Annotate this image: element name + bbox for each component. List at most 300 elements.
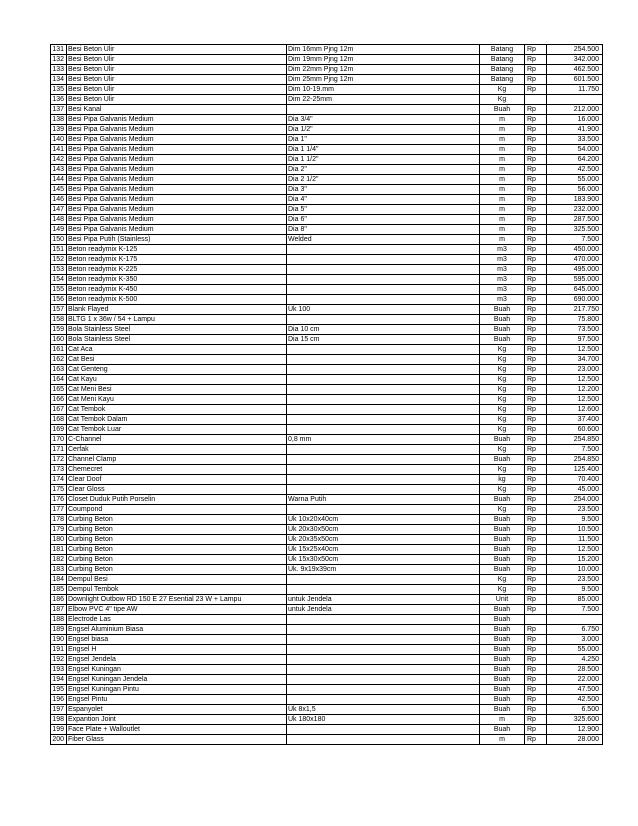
table-row [51, 395, 603, 405]
row-number: 170 [51, 435, 67, 445]
table-row [51, 105, 603, 115]
table-row [51, 335, 603, 345]
row-number: 163 [51, 365, 67, 375]
currency: Rp [525, 55, 547, 65]
currency: Rp [525, 445, 547, 455]
item-spec: Uk 100 [287, 305, 480, 315]
currency: Rp [525, 635, 547, 645]
row-number: 182 [51, 555, 67, 565]
table-row [51, 365, 603, 375]
currency: Rp [525, 395, 547, 405]
unit-price: 41.900 [547, 125, 603, 135]
row-number: 144 [51, 175, 67, 185]
row-number: 166 [51, 395, 67, 405]
currency: Rp [525, 625, 547, 635]
item-name: Besi Pipa Galvanis Medium [67, 165, 287, 175]
item-spec [287, 645, 480, 655]
table-row [51, 415, 603, 425]
item-spec [287, 275, 480, 285]
item-spec: Dim 10-19.mm [287, 85, 480, 95]
item-spec: Dim 16mm Pjng 12m [287, 45, 480, 55]
unit-price: 47.500 [547, 685, 603, 695]
item-unit: m [480, 165, 525, 175]
unit-price: 12.500 [547, 545, 603, 555]
item-unit: Buah [480, 635, 525, 645]
item-unit: Buah [480, 435, 525, 445]
item-unit: Buah [480, 335, 525, 345]
row-number: 179 [51, 525, 67, 535]
item-spec [287, 385, 480, 395]
unit-price: 97.500 [547, 335, 603, 345]
currency: Rp [525, 565, 547, 575]
unit-price: 287.500 [547, 215, 603, 225]
item-unit: Kg [480, 395, 525, 405]
table-row [51, 665, 603, 675]
item-spec: Dia 5" [287, 205, 480, 215]
row-number: 145 [51, 185, 67, 195]
row-number: 173 [51, 465, 67, 475]
unit-price: 12.500 [547, 395, 603, 405]
item-name: Besi Beton Ulir [67, 85, 287, 95]
currency: Rp [525, 205, 547, 215]
item-name: Cat Aca [67, 345, 287, 355]
item-name: Curbing Beton [67, 515, 287, 525]
currency [525, 95, 547, 105]
item-spec: Uk. 9x19x39cm [287, 565, 480, 575]
item-name: Dempul Besi [67, 575, 287, 585]
unit-price: 70.400 [547, 475, 603, 485]
item-spec [287, 465, 480, 475]
unit-price: 7.500 [547, 235, 603, 245]
currency: Rp [525, 455, 547, 465]
item-unit: Kg [480, 355, 525, 365]
item-name: Expantion Joint [67, 715, 287, 725]
item-unit: Buah [480, 105, 525, 115]
table-row [51, 165, 603, 175]
unit-price: 595.000 [547, 275, 603, 285]
item-spec [287, 295, 480, 305]
currency: Rp [525, 735, 547, 745]
item-name: Besi Pipa Galvanis Medium [67, 195, 287, 205]
item-name: Besi Pipa Galvanis Medium [67, 125, 287, 135]
unit-price: 15.200 [547, 555, 603, 565]
item-name: Besi Pipa Galvanis Medium [67, 145, 287, 155]
table-row [51, 85, 603, 95]
item-spec [287, 575, 480, 585]
item-unit: Buah [480, 725, 525, 735]
currency: Rp [525, 425, 547, 435]
unit-price: 645.000 [547, 285, 603, 295]
unit-price: 690.000 [547, 295, 603, 305]
item-name: Bola Stainless Steel [67, 335, 287, 345]
item-spec: Uk 15x30x50cm [287, 555, 480, 565]
item-spec: untuk Jendela [287, 595, 480, 605]
unit-price: 325.500 [547, 225, 603, 235]
item-spec: 0,8 mm [287, 435, 480, 445]
item-unit: Buah [480, 615, 525, 625]
item-name: Cat Meni Besi [67, 385, 287, 395]
currency: Rp [525, 225, 547, 235]
item-unit: m3 [480, 295, 525, 305]
item-unit: Kg [480, 385, 525, 395]
currency: Rp [525, 535, 547, 545]
row-number: 194 [51, 675, 67, 685]
item-spec [287, 635, 480, 645]
item-spec [287, 725, 480, 735]
table-row [51, 435, 603, 445]
currency: Rp [525, 405, 547, 415]
item-unit: m3 [480, 245, 525, 255]
currency: Rp [525, 45, 547, 55]
item-unit: Buah [480, 515, 525, 525]
item-unit: m [480, 155, 525, 165]
table-row [51, 565, 603, 575]
unit-price: 7.500 [547, 605, 603, 615]
unit-price [547, 95, 603, 105]
item-name: Fiber Glass [67, 735, 287, 745]
item-unit: Buah [480, 705, 525, 715]
item-unit: Buah [480, 525, 525, 535]
item-unit: Batang [480, 45, 525, 55]
unit-price: 33.500 [547, 135, 603, 145]
row-number: 142 [51, 155, 67, 165]
item-spec [287, 315, 480, 325]
currency: Rp [525, 265, 547, 275]
table-row [51, 45, 603, 55]
item-unit: Buah [480, 565, 525, 575]
unit-price: 212.000 [547, 105, 603, 115]
row-number: 183 [51, 565, 67, 575]
unit-price: 254.000 [547, 495, 603, 505]
item-unit: m [480, 735, 525, 745]
currency: Rp [525, 685, 547, 695]
row-number: 156 [51, 295, 67, 305]
item-spec: Dia 1/2" [287, 125, 480, 135]
item-name: Engsel Kuningan Pintu [67, 685, 287, 695]
item-unit: Buah [480, 455, 525, 465]
currency: Rp [525, 715, 547, 725]
item-name: C-Channel [67, 435, 287, 445]
table-row [51, 215, 603, 225]
unit-price: 12.600 [547, 405, 603, 415]
item-unit: m3 [480, 285, 525, 295]
item-spec: Dia 1 1/2" [287, 155, 480, 165]
item-name: Engsel H [67, 645, 287, 655]
currency: Rp [525, 155, 547, 165]
table-row [51, 135, 603, 145]
table-row [51, 65, 603, 75]
unit-price: 470.000 [547, 255, 603, 265]
currency: Rp [525, 245, 547, 255]
table-row [51, 685, 603, 695]
item-name: Beton readymix K-225 [67, 265, 287, 275]
table-row [51, 485, 603, 495]
table-row [51, 645, 603, 655]
item-name: Besi Pipa Galvanis Medium [67, 155, 287, 165]
item-spec: Uk 8x1,5 [287, 705, 480, 715]
unit-price: 34.700 [547, 355, 603, 365]
row-number: 168 [51, 415, 67, 425]
currency: Rp [525, 415, 547, 425]
row-number: 154 [51, 275, 67, 285]
row-number: 191 [51, 645, 67, 655]
item-name: Besi Pipa Galvanis Medium [67, 185, 287, 195]
row-number: 192 [51, 655, 67, 665]
row-number: 152 [51, 255, 67, 265]
item-unit: Kg [480, 575, 525, 585]
table-row [51, 635, 603, 645]
row-number: 157 [51, 305, 67, 315]
item-spec [287, 695, 480, 705]
currency: Rp [525, 605, 547, 615]
row-number: 199 [51, 725, 67, 735]
row-number: 197 [51, 705, 67, 715]
item-name: Cat Tembok Luar [67, 425, 287, 435]
item-unit: Kg [480, 365, 525, 375]
item-name: Face Plate + Walloutlet [67, 725, 287, 735]
item-name: Clear Doof [67, 475, 287, 485]
table-row [51, 655, 603, 665]
currency: Rp [525, 185, 547, 195]
item-name: Espanyolet [67, 705, 287, 715]
currency: Rp [525, 65, 547, 75]
unit-price: 495.000 [547, 265, 603, 275]
row-number: 195 [51, 685, 67, 695]
item-unit: Unit [480, 595, 525, 605]
item-spec: Dia 10 cm [287, 325, 480, 335]
unit-price: 11.750 [547, 85, 603, 95]
item-spec [287, 345, 480, 355]
item-unit: Buah [480, 645, 525, 655]
item-name: Cat Genteng [67, 365, 287, 375]
item-unit: m [480, 115, 525, 125]
item-name: Beton readymix K-350 [67, 275, 287, 285]
currency: Rp [525, 595, 547, 605]
item-unit: Kg [480, 95, 525, 105]
unit-price: 37.400 [547, 415, 603, 425]
item-unit: m3 [480, 275, 525, 285]
unit-price: 342.000 [547, 55, 603, 65]
item-spec [287, 245, 480, 255]
currency: Rp [525, 85, 547, 95]
table-row [51, 55, 603, 65]
item-name: Besi Kanal [67, 105, 287, 115]
item-spec [287, 355, 480, 365]
unit-price: 56.000 [547, 185, 603, 195]
item-unit: Kg [480, 585, 525, 595]
table-row [51, 275, 603, 285]
currency: Rp [525, 305, 547, 315]
currency: Rp [525, 255, 547, 265]
table-row [51, 375, 603, 385]
item-name: Dempul Tembok [67, 585, 287, 595]
currency: Rp [525, 295, 547, 305]
row-number: 137 [51, 105, 67, 115]
item-unit: Buah [480, 685, 525, 695]
currency: Rp [525, 645, 547, 655]
item-name: Closet Duduk Putih Porselin [67, 495, 287, 505]
item-spec: Dia 1" [287, 135, 480, 145]
currency: Rp [525, 285, 547, 295]
unit-price: 10.500 [547, 525, 603, 535]
item-unit: Buah [480, 535, 525, 545]
unit-price: 450.000 [547, 245, 603, 255]
item-name: Engsel Aluminium Biasa [67, 625, 287, 635]
item-spec [287, 395, 480, 405]
table-row [51, 345, 603, 355]
currency: Rp [525, 485, 547, 495]
item-unit: Kg [480, 345, 525, 355]
item-name: Besi Beton Ulir [67, 55, 287, 65]
item-unit: Kg [480, 405, 525, 415]
unit-price: 254.500 [547, 45, 603, 55]
unit-price: 75.800 [547, 315, 603, 325]
unit-price: 601.500 [547, 75, 603, 85]
item-spec: Dia 15 cm [287, 335, 480, 345]
row-number: 165 [51, 385, 67, 395]
table-row [51, 155, 603, 165]
table-row [51, 295, 603, 305]
item-spec [287, 475, 480, 485]
row-number: 133 [51, 65, 67, 75]
currency: Rp [525, 275, 547, 285]
table-row [51, 525, 603, 535]
row-number: 174 [51, 475, 67, 485]
item-unit: Buah [480, 545, 525, 555]
table-row [51, 255, 603, 265]
row-number: 187 [51, 605, 67, 615]
currency: Rp [525, 545, 547, 555]
table-row [51, 425, 603, 435]
unit-price: 9.500 [547, 515, 603, 525]
currency: Rp [525, 335, 547, 345]
row-number: 139 [51, 125, 67, 135]
row-number: 132 [51, 55, 67, 65]
currency: Rp [525, 175, 547, 185]
item-unit: m [480, 145, 525, 155]
item-spec: Uk 180x180 [287, 715, 480, 725]
item-unit: m [480, 175, 525, 185]
item-unit: Buah [480, 305, 525, 315]
table-row [51, 205, 603, 215]
unit-price: 254.850 [547, 455, 603, 465]
item-unit: m [480, 715, 525, 725]
row-number: 189 [51, 625, 67, 635]
unit-price: 60.600 [547, 425, 603, 435]
item-spec [287, 485, 480, 495]
row-number: 146 [51, 195, 67, 205]
item-spec [287, 415, 480, 425]
currency: Rp [525, 145, 547, 155]
item-name: Bola Stainless Steel [67, 325, 287, 335]
unit-price: 232.000 [547, 205, 603, 215]
item-spec: Uk 10x20x40cm [287, 515, 480, 525]
table-row [51, 465, 603, 475]
item-name: Coumpond [67, 505, 287, 515]
unit-price: 42.500 [547, 695, 603, 705]
item-spec [287, 665, 480, 675]
table-row [51, 545, 603, 555]
unit-price: 73.500 [547, 325, 603, 335]
item-spec [287, 455, 480, 465]
item-spec: Dia 3" [287, 185, 480, 195]
item-unit: Kg [480, 425, 525, 435]
unit-price: 3.000 [547, 635, 603, 645]
item-name: Besi Pipa Galvanis Medium [67, 205, 287, 215]
currency: Rp [525, 555, 547, 565]
unit-price: 12.200 [547, 385, 603, 395]
table-row [51, 615, 603, 625]
currency: Rp [525, 315, 547, 325]
item-spec [287, 425, 480, 435]
item-unit: Buah [480, 675, 525, 685]
unit-price: 54.000 [547, 145, 603, 155]
currency: Rp [525, 195, 547, 205]
currency: Rp [525, 695, 547, 705]
item-name: Curbing Beton [67, 525, 287, 535]
item-unit: Kg [480, 505, 525, 515]
item-name: Chemecret [67, 465, 287, 475]
currency [525, 615, 547, 625]
item-name: Engsel Kuningan Jendela [67, 675, 287, 685]
row-number: 172 [51, 455, 67, 465]
item-name: Cat Besi [67, 355, 287, 365]
currency: Rp [525, 505, 547, 515]
item-unit: Buah [480, 655, 525, 665]
table-row [51, 285, 603, 295]
table-row [51, 225, 603, 235]
item-name: Beton readymix K-500 [67, 295, 287, 305]
price-list-body [51, 45, 603, 745]
item-spec [287, 735, 480, 745]
item-name: Channel Clamp [67, 455, 287, 465]
row-number: 131 [51, 45, 67, 55]
currency: Rp [525, 165, 547, 175]
row-number: 147 [51, 205, 67, 215]
item-unit: Buah [480, 315, 525, 325]
row-number: 175 [51, 485, 67, 495]
unit-price: 12.500 [547, 375, 603, 385]
unit-price: 6.500 [547, 705, 603, 715]
unit-price: 11.500 [547, 535, 603, 545]
row-number: 176 [51, 495, 67, 505]
row-number: 167 [51, 405, 67, 415]
table-row [51, 675, 603, 685]
item-unit: Buah [480, 625, 525, 635]
unit-price: 45.000 [547, 485, 603, 495]
item-spec [287, 685, 480, 695]
item-unit: m [480, 135, 525, 145]
currency: Rp [525, 115, 547, 125]
item-spec [287, 375, 480, 385]
currency: Rp [525, 475, 547, 485]
item-unit: m [480, 195, 525, 205]
row-number: 160 [51, 335, 67, 345]
unit-price: 42.500 [547, 165, 603, 175]
unit-price: 55.000 [547, 645, 603, 655]
table-row [51, 315, 603, 325]
item-spec: Dia 6" [287, 215, 480, 225]
table-row [51, 515, 603, 525]
table-row [51, 95, 603, 105]
item-name: Blank Flayed [67, 305, 287, 315]
item-unit: Buah [480, 325, 525, 335]
unit-price: 85.000 [547, 595, 603, 605]
unit-price: 12.900 [547, 725, 603, 735]
currency: Rp [525, 655, 547, 665]
table-row [51, 595, 603, 605]
currency: Rp [525, 495, 547, 505]
